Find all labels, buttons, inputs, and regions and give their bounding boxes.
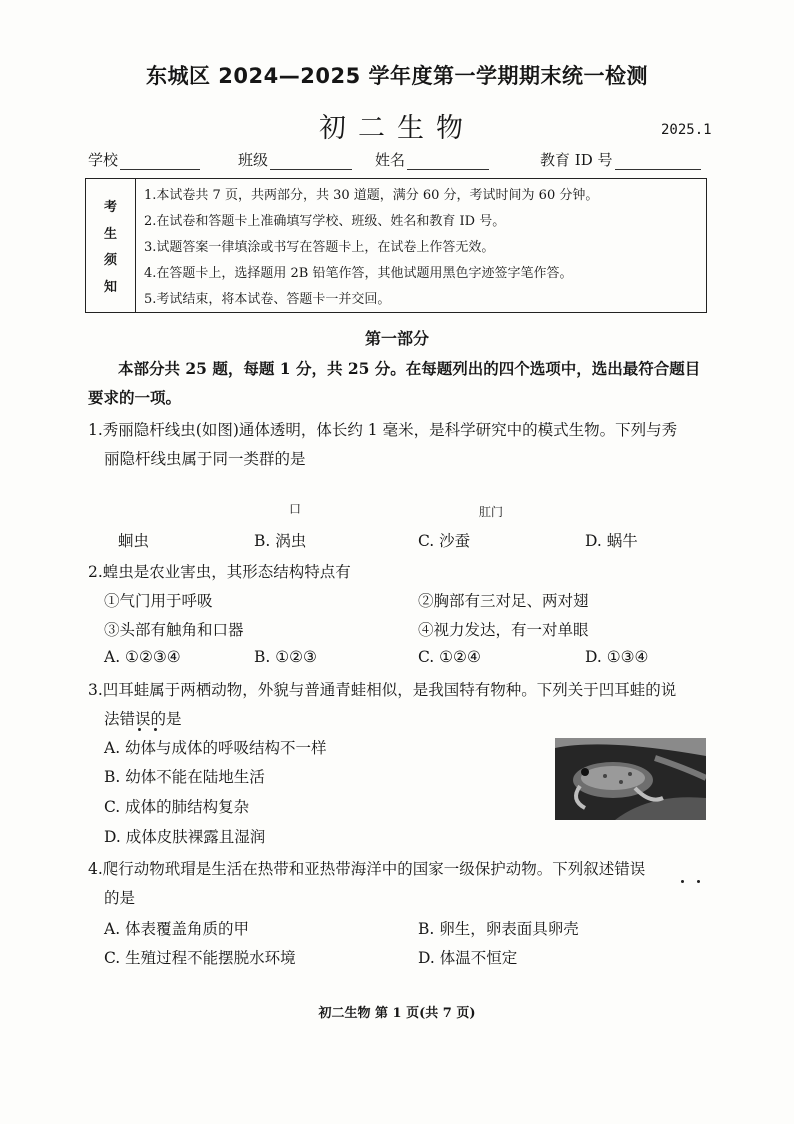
q2-feature-3: ③头部有触角和口器 — [104, 621, 244, 639]
name-label: 姓名 — [375, 151, 406, 169]
q2-feature-4: ④视力发达，有一对单眼 — [418, 621, 589, 639]
q1-label-anus: 肛门 — [479, 505, 504, 519]
notice-item: 4.在答题卡上，选择题用 2B 铅笔作答，其他试题用黑色字迹签字笔作答。 — [144, 266, 573, 281]
edu-id-field[interactable] — [540, 149, 701, 170]
class-blank[interactable] — [270, 153, 352, 170]
q4-option-c[interactable]: C. 生殖过程不能摆脱水环境 — [104, 949, 296, 967]
q3-stem-line1: 3.凹耳蛙属于两栖动物，外貌与普通青蛙相似，是我国特有物种。下列关于凹耳蛙的说 — [88, 681, 677, 699]
q2-stem: 2.蝗虫是农业害虫，其形态结构特点有 — [88, 563, 351, 581]
emphasis-dot — [697, 880, 700, 883]
q2-option-a[interactable]: A. ①②③④ — [104, 648, 181, 666]
notice-item: 2.在试卷和答题卡上准确填写学校、班级、姓名和教育 ID 号。 — [144, 214, 506, 229]
subject-title: 初二生物 — [319, 113, 475, 144]
exam-title: 东城区 2024—2025 学年度第一学期期末统一检测 — [145, 64, 648, 88]
school-label: 学校 — [88, 151, 119, 169]
notice-item: 3.试题答案一律填涂或书写在答题卡上，在试卷上作答无效。 — [144, 240, 495, 255]
emphasis-dot — [138, 728, 141, 731]
q1-option-d[interactable]: D. 蜗牛 — [585, 532, 638, 550]
name-blank[interactable] — [407, 153, 489, 170]
edu-id-blank[interactable] — [615, 153, 701, 170]
q4-option-d[interactable]: D. 体温不恒定 — [418, 949, 518, 967]
q4-stem-line2: 的是 — [104, 889, 136, 907]
frog-photo-graphic — [555, 738, 706, 820]
exam-date: 2025.1 — [661, 122, 712, 138]
notice-heading-char: 须 — [103, 253, 117, 269]
class-field[interactable] — [238, 149, 352, 170]
notice-heading-char: 生 — [103, 226, 117, 242]
notice-item: 1.本试卷共 7 页，共两部分，共 30 道题，满分 60 分，考试时间为 60 分钟。 — [144, 188, 599, 203]
q1-option-c[interactable]: C. 沙蚕 — [418, 532, 471, 550]
notice-list — [144, 183, 702, 313]
q2-option-c[interactable]: C. ①②④ — [418, 648, 481, 666]
q3-option-b[interactable]: B. 幼体不能在陆地生活 — [104, 768, 265, 786]
q1-stem-line2: 丽隐杆线虫属于同一类群的是 — [104, 450, 306, 468]
q4-stem-line1: 4.爬行动物玳瑁是生活在热带和亚热带海洋中的国家一级保护动物。下列叙述错误 — [88, 860, 646, 878]
notice-heading — [86, 179, 136, 312]
q1-stem-line1: 1.秀丽隐杆线虫(如图)通体透明，体长约 1 毫米，是科学研究中的模式生物。下列与秀 — [88, 421, 678, 439]
q4-option-a[interactable]: A. 体表覆盖角质的甲 — [104, 920, 250, 938]
q3-option-d[interactable]: D. 成体皮肤裸露且湿润 — [104, 828, 266, 846]
q4-option-b[interactable]: B. 卵生，卵表面具卵壳 — [418, 920, 579, 938]
school-blank[interactable] — [120, 153, 200, 170]
section-title: 第一部分 — [364, 329, 429, 348]
q2-option-b[interactable]: B. ①②③ — [254, 648, 317, 666]
school-field[interactable] — [88, 149, 200, 170]
notice-heading-char: 知 — [103, 279, 117, 295]
student-info-row — [88, 149, 708, 171]
q3-stem-line2: 法错误的是 — [104, 710, 182, 728]
notice-heading-char: 考 — [103, 200, 117, 216]
edu-id-label: 教育 ID 号 — [540, 151, 613, 169]
q2-feature-2: ②胸部有三对足、两对翅 — [418, 592, 589, 610]
exam-notice-box — [85, 178, 707, 313]
emphasis-dot — [154, 728, 157, 731]
q3-option-c[interactable]: C. 成体的肺结构复杂 — [104, 798, 250, 816]
q2-option-d[interactable]: D. ①③④ — [585, 648, 649, 666]
notice-item: 5.考试结束，将本试卷、答题卡一并交回。 — [144, 292, 391, 307]
name-field[interactable] — [375, 149, 489, 170]
q1-option-b[interactable]: B. 涡虫 — [254, 532, 307, 550]
section-intro-line2: 要求的一项。 — [88, 388, 182, 407]
q2-feature-1: ①气门用于呼吸 — [104, 592, 213, 610]
q1-option-a[interactable]: 蛔虫 — [118, 532, 150, 550]
page-footer: 初二生物 第 1 页(共 7 页) — [318, 1006, 476, 1021]
frog-photo — [555, 738, 706, 820]
emphasis-dot — [681, 880, 684, 883]
class-label: 班级 — [238, 151, 269, 169]
section-intro-line1: 本部分共 25 题，每题 1 分，共 25 分。在每题列出的四个选项中，选出最符合题目 — [118, 359, 701, 378]
q3-option-a[interactable]: A. 幼体与成体的呼吸结构不一样 — [104, 739, 327, 757]
q1-label-mouth: 口 — [289, 502, 302, 516]
